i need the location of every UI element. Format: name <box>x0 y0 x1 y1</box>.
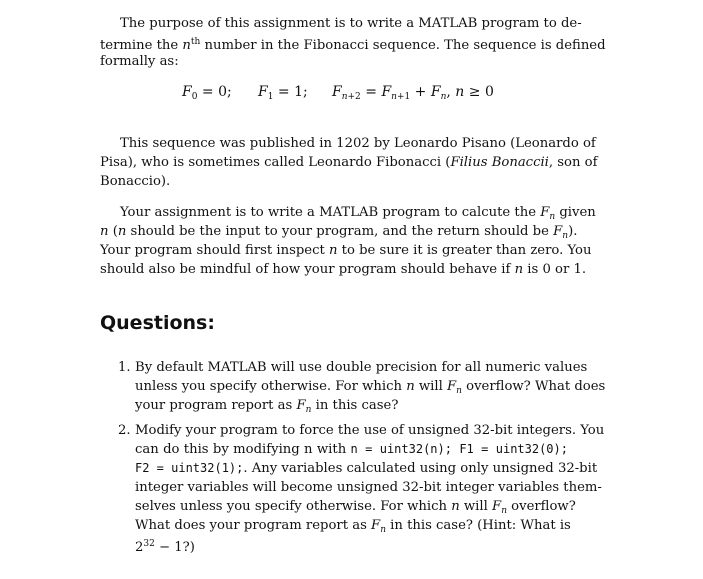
history-line: Bonaccio). <box>100 174 171 189</box>
question-line: selves unless you specify otherwise. For which n will $F_n$ overflow? <box>135 499 576 516</box>
history-line: Pisa), who is sometimes called Leonardo Fibonacci (Filius Bonaccii, son of <box>100 155 598 170</box>
intro-line: termine the $n^{th}$ number in the Fibonacci sequence. The sequence is defined <box>100 37 606 53</box>
question-number: 2. <box>118 423 131 438</box>
task-line: n (n should be the input to your program, and the return should be $F_n$). <box>100 224 578 241</box>
task-line: Your assignment is to write a MATLAB program to calcute the $F_n$ given <box>120 205 596 222</box>
task-line: Your program should first inspect n to be sure it is greater than zero. You <box>100 243 592 258</box>
question-line: can do this by modifying n with n = uint32(n); F1 = uint32(0); <box>135 442 568 457</box>
question-line: $2^{32}$ − 1?) <box>135 539 195 555</box>
question-line: integer variables will become unsigned 32-bit integer variables them- <box>135 480 602 495</box>
question-line: Modify your program to force the use of unsigned 32-bit integers. You <box>135 423 605 438</box>
question-line: your program report as $F_n$ in this case? <box>135 398 399 415</box>
task-paragraph <box>100 203 596 279</box>
questions-heading: Questions: <box>100 312 215 334</box>
intro-paragraph <box>100 14 606 71</box>
equation-f1: $F_1 = 1$; <box>258 84 308 102</box>
question-line: What does your program report as $F_n$ in this case? (Hint: What is <box>135 518 571 535</box>
equation-recurrence: $F_{n+2} = F_{n+1} + F_n$, n ≥ 0 <box>332 84 494 102</box>
task-line: should also be mindful of how your program should behave if n is 0 or 1. <box>100 262 587 277</box>
intro-line: formally as: <box>100 54 179 69</box>
question-line: By default MATLAB will use double precision for all numeric values <box>135 360 588 375</box>
history-paragraph <box>100 134 598 191</box>
question-line: F2 = uint32(1);. Any variables calculated using only unsigned 32-bit <box>135 461 598 476</box>
history-line: This sequence was published in 1202 by Leonardo Pisano (Leonardo of <box>120 136 596 151</box>
question-line: unless you specify otherwise. For which n will $F_n$ overflow? What does <box>135 379 606 396</box>
equation-f0: $F_0 = 0$; <box>182 84 232 102</box>
intro-line: The purpose of this assignment is to write a MATLAB program to de- <box>120 16 582 31</box>
question-number: 1. <box>118 360 131 375</box>
